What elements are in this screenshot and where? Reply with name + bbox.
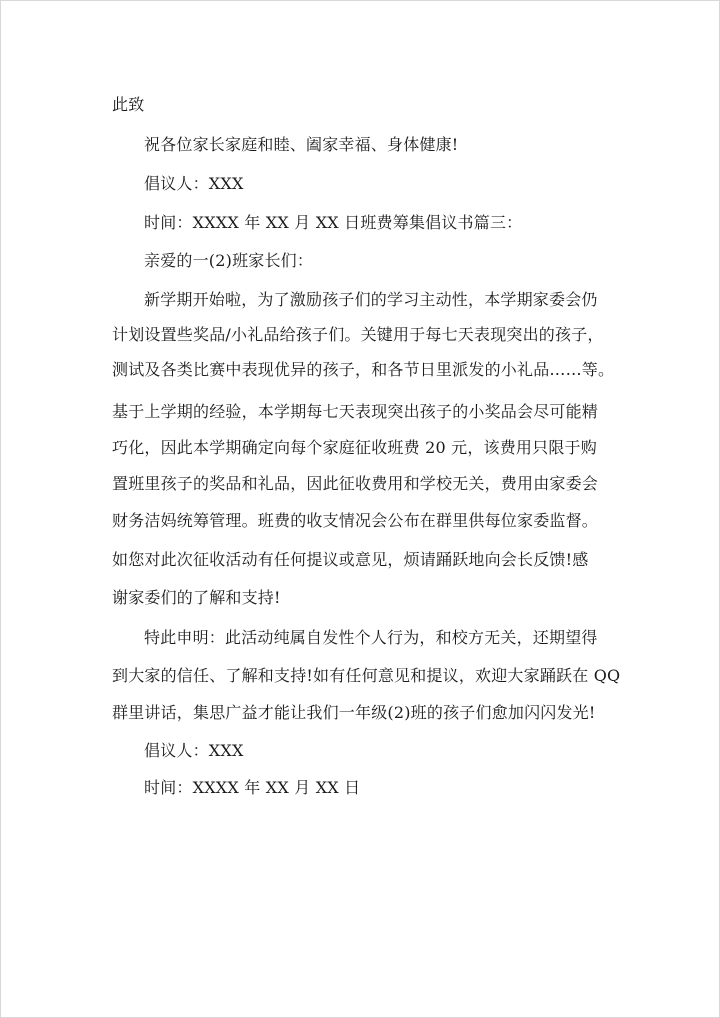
statement-paragraph-line: 到大家的信任、了解和支持!如有任何意见和提议，欢迎大家踊跃在 QQ	[112, 666, 621, 685]
body-paragraph-line: 如您对此次征收活动有任何提议或意见，烦请踊跃地向会长反馈!感	[112, 550, 589, 569]
body-paragraph-line: 测试及各类比赛中表现优异的孩子，和各节日里派发的小礼品……等。	[112, 360, 615, 379]
body-paragraph-line: 新学期开始啦，为了激励孩子们的学习主动性，本学期家委会仍	[144, 290, 598, 309]
statement-paragraph-line: 群里讲话，集思广益才能让我们一年级(2)班的孩子们愈加闪闪发光!	[112, 703, 596, 722]
closing-salutation: 此致	[112, 95, 145, 114]
date-and-title-line: 时间：XXXX 年 XX 月 XX 日班费筹集倡议书篇三：	[144, 213, 523, 232]
proposer-line: 倡议人：XXX	[144, 741, 244, 760]
greeting-line: 亲爱的一(2)班家长们：	[144, 251, 314, 270]
proposer-line: 倡议人：XXX	[144, 174, 244, 193]
body-paragraph-line: 计划设置些奖品/小礼品给孩子们。关键用于每七天表现突出的孩子，	[112, 325, 604, 344]
body-paragraph-line: 置班里孩子的奖品和礼品，因此征收费用和学校无关，费用由家委会	[112, 474, 599, 493]
body-paragraph-line: 基于上学期的经验，本学期每七天表现突出孩子的小奖品会尽可能精	[112, 402, 599, 421]
date-line: 时间：XXXX 年 XX 月 XX 日	[144, 778, 361, 797]
body-paragraph-line: 财务洁妈统筹管理。班费的收支情况会公布在群里供每位家委监督。	[112, 511, 599, 530]
body-paragraph-line: 谢家委们的了解和支持!	[112, 588, 281, 607]
body-paragraph-line: 巧化，因此本学期确定向每个家庭征收班费 20 元，该费用只限于购	[112, 438, 597, 457]
blessing-line: 祝各位家长家庭和睦、阖家幸福、身体健康!	[144, 135, 459, 154]
statement-paragraph-line: 特此申明：此活动纯属自发性个人行为，和校方无关，还期望得	[144, 628, 598, 647]
